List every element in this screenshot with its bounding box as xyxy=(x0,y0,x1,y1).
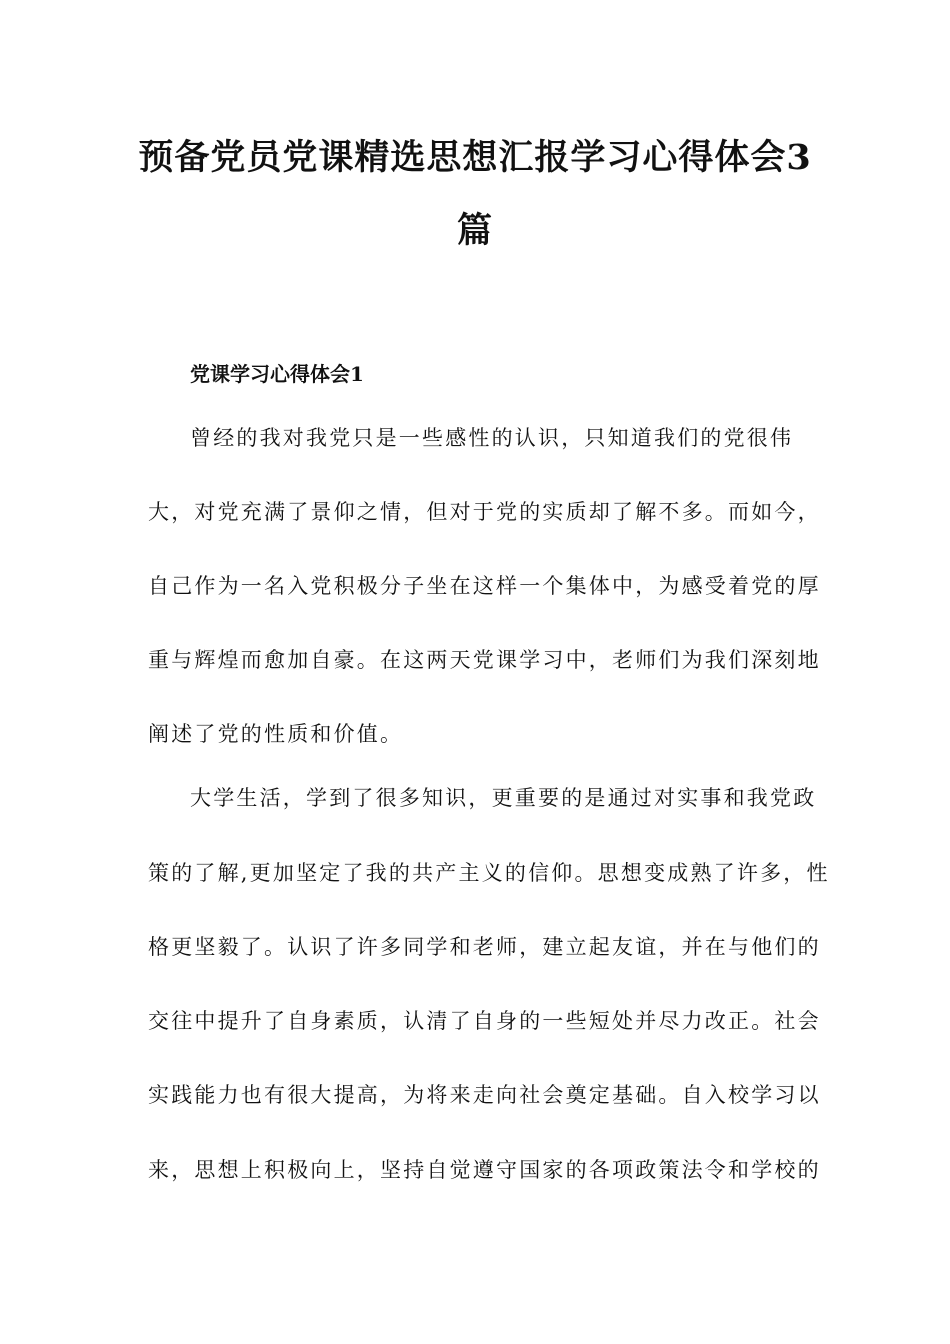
paragraph2-line: 策的了解,更加坚定了我的共产主义的信仰。思想变成熟了许多，性 xyxy=(148,861,830,885)
paragraph2-line: 来，思想上积极向上，坚持自觉遵守国家的各项政策法令和学校的 xyxy=(148,1158,821,1182)
paragraph2-line: 格更坚毅了。认识了许多同学和老师，建立起友谊，并在与他们的 xyxy=(148,935,821,959)
paragraph1-line: 大，对党充满了景仰之情，但对于党的实质却了解不多。而如今， xyxy=(148,500,821,524)
paragraph1-line: 自己作为一名入党积极分子坐在这样一个集体中，为感受着党的厚 xyxy=(148,574,821,598)
paragraph2-line: 实践能力也有很大提高，为将来走向社会奠定基础。自入校学习以 xyxy=(148,1083,821,1107)
section-heading: 党课学习心得体会1 xyxy=(190,362,364,386)
paragraph1-line: 重与辉煌而愈加自豪。在这两天党课学习中，老师们为我们深刻地 xyxy=(148,648,821,672)
paragraph1-line: 阐述了党的性质和价值。 xyxy=(148,722,404,746)
document-title-line2: 篇 xyxy=(456,210,493,251)
document-title-line1: 预备党员党课精选思想汇报学习心得体会3 xyxy=(138,137,812,178)
paragraph2-line: 交往中提升了自身素质，认清了自身的一些短处并尽力改正。社会 xyxy=(148,1009,821,1033)
paragraph1-line: 曾经的我对我党只是一些感性的认识，只知道我们的党很伟 xyxy=(190,426,794,450)
paragraph2-line: 大学生活，学到了很多知识，更重要的是通过对实事和我党政 xyxy=(190,786,817,810)
